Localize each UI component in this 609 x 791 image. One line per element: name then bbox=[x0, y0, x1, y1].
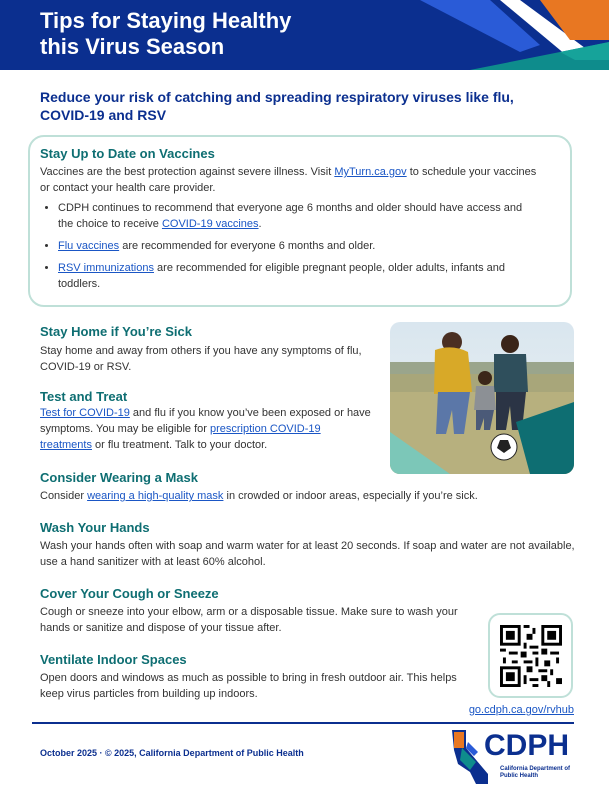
test-text-part: and flu if you know you’ve been exposed or have symptoms. You may be eligible for bbox=[40, 407, 371, 435]
mask-text-part: Consider bbox=[40, 490, 88, 502]
flu-vaccines-link[interactable]: Flu vaccines bbox=[58, 240, 120, 252]
cough-text: Cough or sneeze into your elbow, arm or a disposable tissue. Make sure to wash your hands or sanitize and dispose of your tissue after. bbox=[40, 606, 458, 634]
bullet-text: . bbox=[258, 218, 262, 230]
vaccines-bullets bbox=[40, 200, 538, 298]
mask-heading: Consider Wearing a Mask bbox=[40, 470, 198, 485]
wash-text: Wash your hands often with soap and warm water for at least 20 seconds. If soap and water are not available, use a hand sanitizer with at least 60% alcohol. bbox=[40, 540, 575, 568]
test-text-part: or flu treatment. Talk to your doctor. bbox=[91, 439, 268, 451]
covid-vaccines-link[interactable]: COVID-19 vaccines bbox=[161, 218, 259, 230]
bullet-text: CDPH continues to recommend that everyone age 6 months and older should have access and the choice to receive bbox=[58, 202, 523, 230]
cdph-wordmark: CDPH bbox=[484, 729, 570, 762]
sick-heading: Stay Home if You’re Sick bbox=[40, 324, 192, 339]
logo-line-1: California Department of bbox=[500, 766, 571, 772]
bullet-text: are recommended for eligible pregnant people, older adults, infants and toddlers. bbox=[58, 262, 505, 290]
ventilate-text: Open doors and windows as much as possible to bring in fresh outdoor air. This helps keep virus particles from building up indoors. bbox=[40, 672, 457, 700]
vaccines-heading: Stay Up to Date on Vaccines bbox=[40, 146, 215, 161]
qr-code-icon bbox=[500, 625, 562, 687]
test-covid-link[interactable]: Test for COVID-19 bbox=[40, 407, 130, 419]
wash-heading: Wash Your Hands bbox=[40, 520, 150, 535]
mask-text bbox=[40, 488, 580, 504]
logo-line-2: Public Health bbox=[500, 773, 539, 779]
rsv-immunizations-link[interactable]: RSV immunizations bbox=[58, 262, 154, 274]
vaccines-intro bbox=[40, 164, 540, 196]
cough-heading: Cover Your Cough or Sneeze bbox=[40, 586, 219, 601]
list-item bbox=[58, 260, 538, 292]
header-banner bbox=[0, 0, 609, 70]
covid-treatments-link[interactable]: prescription COVID-19 treatments bbox=[40, 423, 321, 451]
list-item bbox=[58, 200, 538, 232]
footer-text: October 2025 · © 2025, California Department of Public Health bbox=[40, 748, 304, 758]
vaccines-intro-text-2: to schedule your vaccines or contact your health care provider. bbox=[40, 166, 537, 194]
test-text bbox=[40, 405, 375, 453]
logo-subtitle bbox=[500, 766, 570, 780]
sick-text: Stay home and away from others if you have any symptoms of flu, COVID-19 or RSV. bbox=[40, 345, 362, 373]
mask-link[interactable]: wearing a high-quality mask bbox=[87, 490, 224, 502]
cdph-logo bbox=[448, 728, 578, 786]
subtitle: Reduce your risk of catching and spreading respiratory viruses like flu, COVID-19 and RSV bbox=[40, 89, 514, 123]
family-photo bbox=[390, 322, 574, 474]
footer-divider bbox=[32, 722, 574, 724]
list-item bbox=[58, 238, 538, 254]
vaccines-intro-text: Vaccines are the best protection against severe illness. Visit bbox=[40, 166, 335, 178]
bullet-text: are recommended for everyone 6 months and older. bbox=[119, 240, 376, 252]
qr-code-box[interactable] bbox=[488, 613, 573, 698]
ventilate-heading: Ventilate Indoor Spaces bbox=[40, 652, 187, 667]
title-line-2: this Virus Season bbox=[40, 34, 225, 59]
title-line-1: Tips for Staying Healthy bbox=[40, 8, 292, 33]
test-heading: Test and Treat bbox=[40, 389, 128, 404]
myturn-link[interactable]: MyTurn.ca.gov bbox=[334, 166, 407, 178]
mask-text-part: in crowded or indoor areas, especially if you’re sick. bbox=[223, 490, 478, 502]
qr-url-link[interactable]: go.cdph.ca.gov/rvhub bbox=[468, 704, 574, 716]
page-title bbox=[40, 8, 360, 60]
